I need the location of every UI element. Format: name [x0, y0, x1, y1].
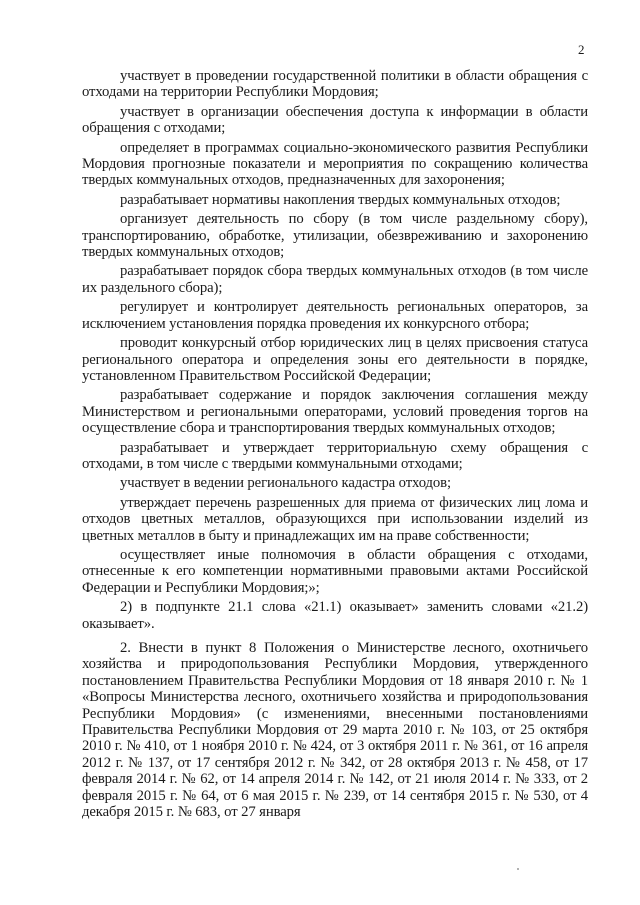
paragraph: участвует в проведении государственной политики в области обращения с отходами на территории Республики Мордовия;	[82, 68, 588, 101]
paragraph: участвует в ведении регионального кадастра отходов;	[120, 475, 451, 492]
page-number: 2	[578, 42, 585, 57]
paragraph: разрабатывает порядок сбора твердых коммунальных отходов (в том числе их раздельного сбора);	[82, 263, 588, 296]
document-body	[82, 68, 588, 820]
paragraph: разрабатывает содержание и порядок заключения соглашения между Министерством и региональными операторами, условий проведения торгов на осуществление сбора и транспортирования твердых коммунальных отходов;	[82, 387, 588, 437]
paragraph: осуществляет иные полномочия в области обращения с отходами, отнесенные к его компетенции нормативными правовыми актами Российской Федерации и Республики Мордовия;»;	[82, 546, 588, 596]
scan-speck	[517, 868, 519, 870]
paragraph: регулирует и контролирует деятельность региональных операторов, за исключением установления порядка проведения их конкурсного отбора;	[82, 299, 588, 332]
paragraph: разрабатывает нормативы накопления твердых коммунальных отходов;	[120, 191, 561, 208]
paragraph: утверждает перечень разрешенных для приема от физических лиц лома и отходов цветных металлов, образующихся при использовании изделий из цветных металлов в быту и принадлежащих им на праве собственности;	[82, 494, 588, 544]
paragraph: организует деятельность по сбору (в том числе раздельному сбору), транспортированию, обработке, утилизации, обезвреживанию и захоронению твердых коммунальных отходов;	[82, 211, 588, 261]
paragraph: участвует в организации обеспечения доступа к информации в области обращения с отходами;	[82, 103, 588, 137]
paragraph: проводит конкурсный отбор юридических лиц в целях присвоения статуса регионального оператора и определения зоны его деятельности в порядке, установленном Правительством Российской Федерации;	[82, 335, 588, 384]
paragraph: 2) в подпункте 21.1 слова «21.1) оказывает» заменить словами «21.2) оказывает».	[82, 599, 588, 632]
paragraph: разрабатывает и утверждает территориальную схему обращения с отходами, в том числе с твердыми коммунальными отходами;	[82, 439, 588, 472]
paragraph: 2. Внести в пункт 8 Положения о Министерстве лесного, охотничьего хозяйства и природопользования Республики Мордовия, утвержденного постановлением Правительства Республики Мордовия от 18 января 2010 г. № 1 «Вопросы Министерства лесного, охотничьего хозяйства и природопользования Республики Мордовия» (с изменениями, внесенными постановлениями Правительства Республики Мордовия от 29 марта 2010 г. № 103, от 25 октября 2010 г. № 410, от 1 ноября 2010 г. № 424, от 3 октября 2011 г. № 361, от 16 апреля 2012 г. № 137, от 17 сентября 2012 г. № 342, от 28 октября 2013 г. № 458, от 17 февраля 2014 г. № 62, от 14 апреля 2014 г. № 142, от 21 июля 2014 г. № 333, от 2 февраля 2015 г. № 64, от 6 мая 2015 г. № 239, от 14 сентября 2015 г. № 530, от 4 декабря 2015 г. № 683, от 27 января	[82, 640, 588, 821]
paragraph: определяет в программах социально-экономического развития Республики Мордовия прогнозные показатели и мероприятия по сокращению количества твердых коммунальных отходов, предназначенных для захоронения;	[82, 139, 588, 189]
